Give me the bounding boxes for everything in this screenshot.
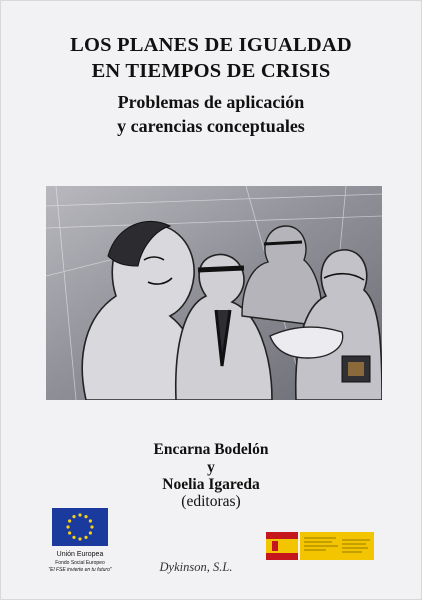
cover-illustration [46, 186, 382, 400]
publisher-logo: Dykinson, S.L. [159, 560, 233, 574]
eu-flag-icon [52, 508, 108, 546]
editors-role: (editoras) [181, 493, 241, 510]
eu-fund: Fondo Social Europeo [55, 560, 105, 566]
ministry-logo [266, 532, 374, 560]
eu-slogan: "El FSE invierte en tu futuro" [48, 567, 112, 573]
author-1: Encarna Bodelón [153, 441, 269, 458]
subtitle-line-2: y carencias conceptuales [117, 116, 305, 136]
book-title-line-2: EN TIEMPOS DE CRISIS [91, 60, 331, 82]
book-title-line-1: LOS PLANES DE IGUALDAD [70, 34, 352, 56]
author-conjunction: y [207, 459, 215, 476]
subtitle-line-1: Problemas de aplicación [117, 92, 305, 112]
eu-name: Unión Europea [56, 551, 104, 558]
author-2: Noelia Igareda [162, 476, 260, 493]
cover-photo [46, 186, 382, 400]
